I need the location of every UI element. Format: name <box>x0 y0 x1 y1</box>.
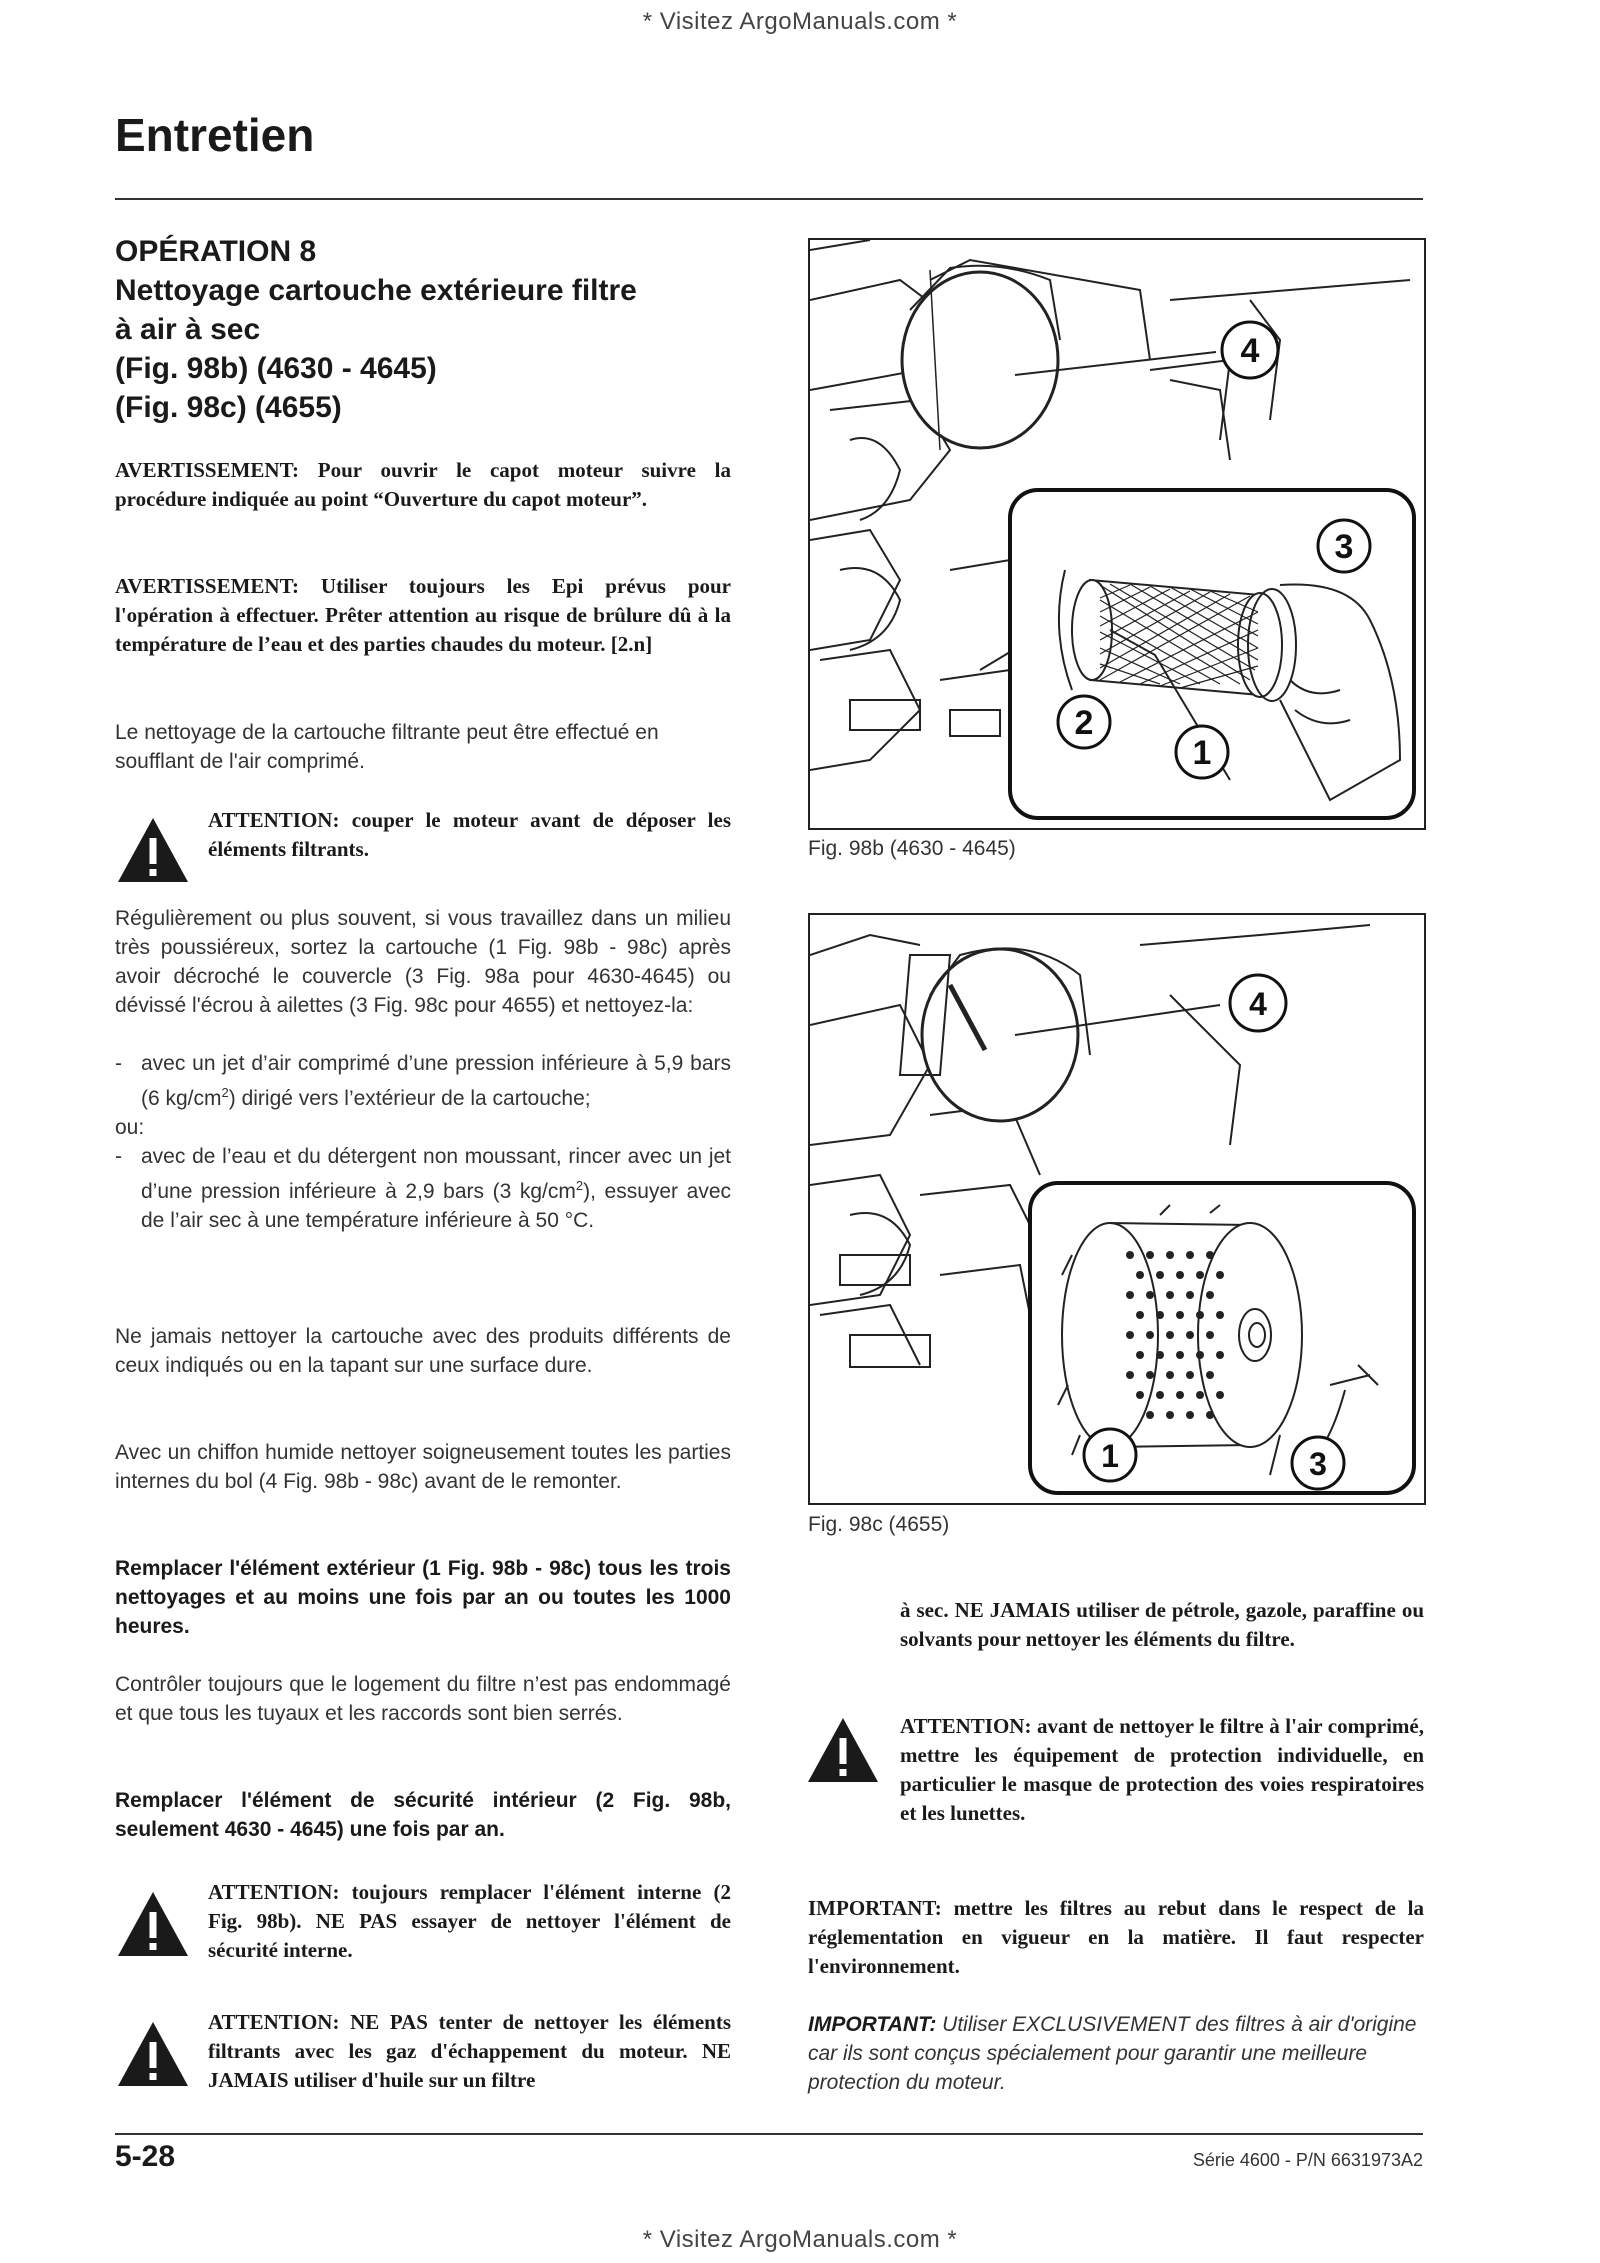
attention-stop-engine: ATTENTION: couper le moteur avant de déposer les éléments filtrants. <box>208 808 731 861</box>
watermark-bottom: * Visitez ArgoManuals.com * <box>642 2226 958 2253</box>
operation-heading <box>115 232 735 427</box>
callout-label-3: 3 <box>1309 1446 1327 1482</box>
callout-label-2: 2 <box>1074 704 1094 742</box>
section-title: Entretien <box>115 109 315 161</box>
operation-subtitle-2: à air à sec <box>115 313 261 346</box>
air-filter-illustration-98c <box>810 915 1424 1503</box>
footer-rule <box>115 2133 1423 2135</box>
callout-label-4: 4 <box>1249 986 1267 1022</box>
figure-98c-caption: Fig. 98c (4655) <box>808 1513 950 1536</box>
important-original-filters: IMPORTANT: Utiliser EXCLUSIVEMENT des filtres à air d'origine car ils sont conçus spécialement pour garantir une meilleure protection du moteur. <box>808 2013 1417 2094</box>
paragraph-no-other-products: Ne jamais nettoyer la cartouche avec des produits différents de ceux indiqués ou en la tapant sur une surface dure. <box>115 1325 731 1377</box>
operation-subtitle-3: (Fig. 98b) (4630 - 4645) <box>115 352 437 385</box>
watermark-top: * Visitez ArgoManuals.com * <box>642 8 958 35</box>
attention-no-exhaust: ATTENTION: NE PAS tenter de nettoyer les éléments filtrants avec les gaz d'échappement du moteur. NE JAMAIS utiliser d'huile sur un filtre <box>208 2010 731 2092</box>
attention-no-solvents: à sec. NE JAMAIS utiliser de pétrole, gazole, paraffine ou solvants pour nettoyer les éléments du filtre. <box>900 1598 1424 1651</box>
figure-98b <box>808 238 1426 830</box>
warning-triangle-icon <box>116 816 190 884</box>
paragraph-check-housing: Contrôler toujours que le logement du filtre n’est pas endommagé et que tous les tuyaux et les raccords sont bien serrés. <box>115 1673 731 1725</box>
warning-hood: AVERTISSEMENT: Pour ouvrir le capot moteur suivre la procédure indiquée au point “Ouverture du capot moteur”. <box>115 458 731 511</box>
warning-triangle-icon <box>806 1716 880 1784</box>
or-text: ou: <box>115 1116 145 1139</box>
operation-subtitle-4: (Fig. 98c) (4655) <box>115 391 342 424</box>
paragraph-replace-inner: Remplacer l'élément de sécurité intérieur (2 Fig. 98b, seulement 4630 - 4645) une fois par an. <box>115 1789 731 1841</box>
paragraph-procedure: Régulièrement ou plus souvent, si vous travaillez dans un milieu très poussiéreux, sortez la cartouche (1 Fig. 98b - 98c) après avoir décroché le couvercle (3 Fig. 98a pour 4630-4645) ou dévissé l'écrou à ailettes (3 Fig. 98c pour 4655) et nettoyez-la: <box>115 907 731 1017</box>
operation-title: OPÉRATION 8 <box>115 235 317 268</box>
page-number: 5-28 <box>115 2140 176 2173</box>
document-reference: Série 4600 - P/N 6631973A2 <box>1192 2150 1423 2170</box>
warning-ppe: AVERTISSEMENT: Utiliser toujours les Epi prévus pour l'opération à effectuer. Prêter attention au risque de brûlure dû à la température de l’eau et des parties chaudes du moteur. [2.n] <box>115 574 731 656</box>
bullet-water-detergent: - avec de l’eau et du détergent non moussant, rincer avec un jet d’une pression inférieure à 2,9 bars (3 $kg/cm^2$), essuyer avec de l’air sec à une température inférieure à 50 °C. <box>115 1142 731 1235</box>
warning-triangle-icon <box>116 2020 190 2088</box>
paragraph-replace-outer: Remplacer l'élément extérieur (1 Fig. 98b - 98c) tous les trois nettoyages et au moins une fois par an ou toutes les 1000 heures. <box>115 1557 731 1638</box>
cleaning-options <box>115 1049 731 1235</box>
attention-wear-ppe: ATTENTION: avant de nettoyer le filtre à l'air comprimé, mettre les équipement de protection individuelle, en particulier le masque de protection des voies respiratoires et les lunettes. <box>900 1714 1424 1825</box>
attention-replace-internal: ATTENTION: toujours remplacer l'élément interne (2 Fig. 98b). NE PAS essayer de nettoyer l'élément de sécurité interne. <box>208 1880 731 1962</box>
callout-label-3: 3 <box>1334 528 1354 566</box>
paragraph-cleaning: Le nettoyage de la cartouche filtrante peut être effectué en soufflant de l'air comprimé. <box>115 721 659 773</box>
callout-label-4: 4 <box>1240 332 1260 370</box>
header-rule <box>115 198 1423 200</box>
callout-label-1: 1 <box>1101 1438 1119 1474</box>
figure-98c <box>808 913 1426 1505</box>
figure-98b-caption: Fig. 98b (4630 - 4645) <box>808 837 1016 860</box>
callout-label-1: 1 <box>1192 734 1212 772</box>
paragraph-clean-bowl: Avec un chiffon humide nettoyer soigneusement toutes les parties internes du bol (4 Fig. 98b - 98c) avant de le remonter. <box>115 1441 731 1493</box>
operation-subtitle-1: Nettoyage cartouche extérieure filtre <box>115 274 637 307</box>
warning-triangle-icon <box>116 1890 190 1958</box>
important-disposal: IMPORTANT: mettre les filtres au rebut dans le respect de la réglementation en vigueur en la matière. Il faut respecter l'environnement. <box>808 1896 1424 1978</box>
air-filter-illustration-98b <box>810 240 1424 828</box>
bullet-compressed-air: - avec un jet d’air comprimé d’une pression inférieure à 5,9 bars (6 $kg/cm^2$) dirigé vers l’extérieur de la cartouche; <box>115 1049 731 1113</box>
